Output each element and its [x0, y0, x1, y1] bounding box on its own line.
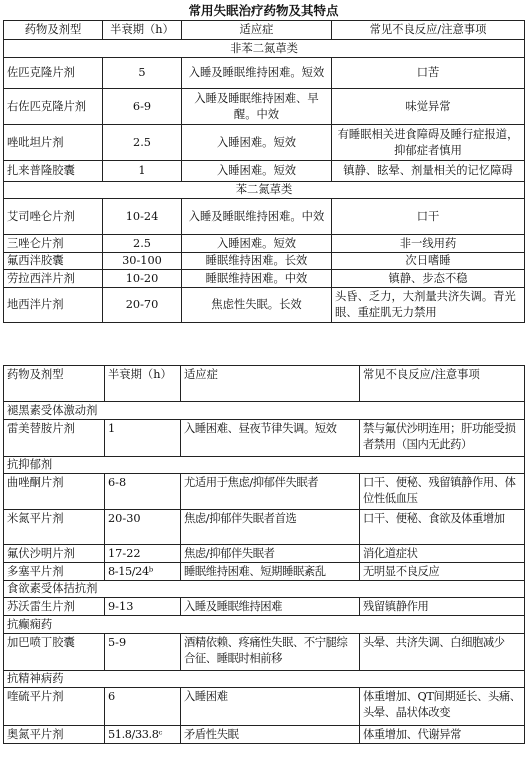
group-header-row	[4, 616, 525, 634]
table-row	[4, 253, 525, 270]
drug-cell: 氟西泮胶囊	[4, 253, 103, 270]
table-row	[4, 726, 525, 744]
page-title: 常用失眠治疗药物及其特点	[188, 3, 339, 18]
adverse-cell: 口干、便秘、残留镇静作用、体位性低血压	[360, 474, 525, 510]
table-hypnotics-1	[3, 20, 525, 323]
adverse-cell: 次日嗜睡	[332, 253, 525, 270]
table-hypnotics-2	[3, 365, 525, 744]
drug-cell: 多塞平片剂	[4, 563, 105, 581]
adverse-cell: 无明显不良反应	[360, 563, 525, 581]
indication-cell: 睡眠维持困难。长效	[182, 253, 332, 270]
adverse-cell: 消化道症状	[360, 545, 525, 563]
group-header-row	[4, 457, 525, 474]
column-header: 常见不良反应/注意事项	[360, 366, 525, 402]
drug-cell: 佐匹克隆片剂	[4, 58, 103, 89]
group-header-row	[4, 581, 525, 598]
table-row	[4, 563, 525, 581]
drug-cell: 劳拉西泮片剂	[4, 270, 103, 288]
column-header: 半衰期（h）	[105, 366, 181, 402]
group-header: 非苯二氮䓬类	[4, 40, 525, 58]
table-row	[4, 474, 525, 510]
table-row	[4, 598, 525, 616]
drug-cell: 加巴喷丁胶囊	[4, 634, 105, 671]
halflife-cell: 20-70	[103, 288, 182, 323]
adverse-cell: 残留镇静作用	[360, 598, 525, 616]
drug-cell: 氟伏沙明片剂	[4, 545, 105, 563]
adverse-cell: 口干	[332, 199, 525, 235]
halflife-cell: 2.5	[103, 235, 182, 253]
drug-cell: 喹硫平片剂	[4, 688, 105, 726]
drug-cell: 雷美替胺片剂	[4, 420, 105, 457]
indication-cell: 入睡困难。短效	[182, 161, 332, 182]
table-row	[4, 125, 525, 161]
indication-cell: 睡眠维持困难。中效	[182, 270, 332, 288]
table-row	[4, 288, 525, 323]
group-header: 抗精神病药	[4, 671, 525, 688]
drug-cell: 曲唑酮片剂	[4, 474, 105, 510]
indication-cell: 焦虑性失眠。长效	[182, 288, 332, 323]
drug-cell: 三唑仑片剂	[4, 235, 103, 253]
halflife-cell: 20-30	[105, 510, 181, 545]
table-row	[4, 235, 525, 253]
group-header: 抗抑郁剂	[4, 457, 525, 474]
column-header: 药物及剂型	[4, 366, 105, 402]
halflife-cell: 8-15/24ᵇ	[105, 563, 181, 581]
halflife-cell: 6	[105, 688, 181, 726]
indication-cell: 入睡困难、昼夜节律失调。短效	[181, 420, 360, 457]
table-header-row	[4, 21, 525, 40]
adverse-cell: 禁与氟伏沙明连用；肝功能受损者禁用（国内无此药）	[360, 420, 525, 457]
adverse-cell: 头晕、共济失调、白细胞减少	[360, 634, 525, 671]
halflife-cell: 5	[103, 58, 182, 89]
table-row	[4, 634, 525, 671]
adverse-cell: 镇静、眩晕、剂量相关的记忆障碍	[332, 161, 525, 182]
indication-cell: 矛盾性失眠	[181, 726, 360, 744]
group-header: 抗癫痫药	[4, 616, 525, 634]
indication-cell: 酒精依赖、疼痛性失眠、不宁腿综合征、睡眠时相前移	[181, 634, 360, 671]
table-row	[4, 199, 525, 235]
adverse-cell: 有睡眠相关进食障碍及睡行症报道，抑郁症者慎用	[332, 125, 525, 161]
group-header: 食欲素受体拮抗剂	[4, 581, 525, 598]
drug-cell: 地西泮片剂	[4, 288, 103, 323]
column-header: 常见不良反应/注意事项	[332, 21, 525, 40]
adverse-cell: 非一线用药	[332, 235, 525, 253]
table-row	[4, 688, 525, 726]
indication-cell: 入睡及睡眠维持困难。中效	[182, 199, 332, 235]
halflife-cell: 1	[105, 420, 181, 457]
table-row	[4, 420, 525, 457]
halflife-cell: 6-9	[103, 89, 182, 125]
halflife-cell: 9-13	[105, 598, 181, 616]
indication-cell: 入睡及睡眠维持困难。短效	[182, 58, 332, 89]
drug-cell: 米氮平片剂	[4, 510, 105, 545]
table-header-row	[4, 366, 525, 402]
drug-cell: 奥氮平片剂	[4, 726, 105, 744]
table-row	[4, 89, 525, 125]
indication-cell: 尤适用于焦虑/抑郁伴失眠者	[181, 474, 360, 510]
halflife-cell: 1	[103, 161, 182, 182]
indication-cell: 焦虑/抑郁伴失眠者首选	[181, 510, 360, 545]
halflife-cell: 5-9	[105, 634, 181, 671]
indication-cell: 入睡困难。短效	[182, 125, 332, 161]
halflife-cell: 10-24	[103, 199, 182, 235]
table-row	[4, 161, 525, 182]
group-header: 褪黑素受体激动剂	[4, 402, 525, 420]
halflife-cell: 2.5	[103, 125, 182, 161]
halflife-cell: 17-22	[105, 545, 181, 563]
adverse-cell: 口苦	[332, 58, 525, 89]
group-header-row	[4, 40, 525, 58]
halflife-cell: 10-20	[103, 270, 182, 288]
group-header: 苯二氮䓬类	[4, 182, 525, 199]
group-header-row	[4, 671, 525, 688]
drug-cell: 艾司唑仑片剂	[4, 199, 103, 235]
adverse-cell: 体重增加、代谢异常	[360, 726, 525, 744]
indication-cell: 入睡困难。短效	[182, 235, 332, 253]
drug-cell: 唑吡坦片剂	[4, 125, 103, 161]
indication-cell: 焦虑/抑郁伴失眠者	[181, 545, 360, 563]
table-row	[4, 545, 525, 563]
group-header-row	[4, 402, 525, 420]
column-header: 适应症	[181, 366, 360, 402]
adverse-cell: 味觉异常	[332, 89, 525, 125]
drug-cell: 苏沃雷生片剂	[4, 598, 105, 616]
table-row	[4, 510, 525, 545]
halflife-cell: 30-100	[103, 253, 182, 270]
table-row	[4, 58, 525, 89]
adverse-cell: 镇静、步态不稳	[332, 270, 525, 288]
column-header: 半衰期（h）	[103, 21, 182, 40]
drug-cell: 右佐匹克隆片剂	[4, 89, 103, 125]
halflife-cell: 6-8	[105, 474, 181, 510]
adverse-cell: 口干、便秘、食欲及体重增加	[360, 510, 525, 545]
indication-cell: 入睡困难	[181, 688, 360, 726]
table-row	[4, 270, 525, 288]
indication-cell: 入睡及睡眠维持困难、早醒。中效	[182, 89, 332, 125]
group-header-row	[4, 182, 525, 199]
column-header: 药物及剂型	[4, 21, 103, 40]
drug-cell: 扎来普隆胶囊	[4, 161, 103, 182]
adverse-cell: 体重增加、QT间期延长、头痛、头晕、晶状体改变	[360, 688, 525, 726]
indication-cell: 入睡及睡眠维持困难	[181, 598, 360, 616]
halflife-cell: 51.8/33.8ᶜ	[105, 726, 181, 744]
adverse-cell: 头昏、乏力，大剂量共济失调。青光眼、重症肌无力禁用	[332, 288, 525, 323]
indication-cell: 睡眠维持困难、短期睡眠紊乱	[181, 563, 360, 581]
column-header: 适应症	[182, 21, 332, 40]
